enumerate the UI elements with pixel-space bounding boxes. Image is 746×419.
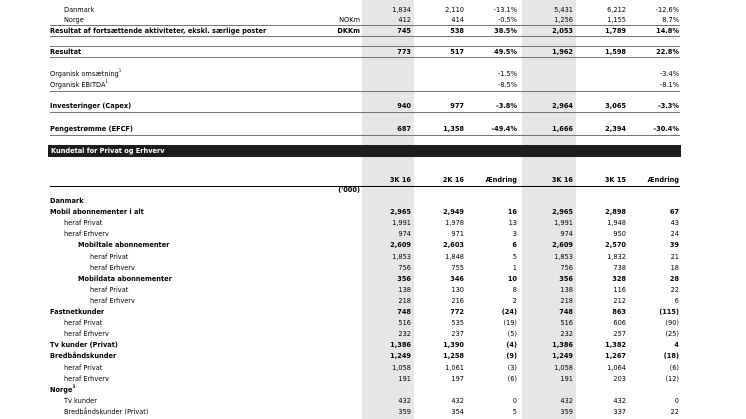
value-cell: 356 xyxy=(397,274,411,283)
value-cell: 971 xyxy=(451,230,464,239)
value-cell: 39 xyxy=(669,241,679,250)
row-label-text: Pengestrømme (EFCF) xyxy=(50,125,133,133)
value-cell: 756 xyxy=(560,263,573,272)
value-cell: 1,061 xyxy=(445,363,464,372)
value-cell: 67 xyxy=(669,208,679,217)
row-label xyxy=(64,396,97,406)
value-cell: 0 xyxy=(512,396,517,405)
value-cell: 8.7% xyxy=(662,16,679,24)
financial-row xyxy=(0,47,746,57)
value-cell: 138 xyxy=(560,285,573,294)
customer-row xyxy=(0,340,746,350)
customer-row xyxy=(0,207,746,217)
value-cell: 1,991 xyxy=(554,219,573,228)
row-label xyxy=(50,26,266,36)
value-cell: 38.5% xyxy=(494,27,517,35)
row-label-text: Tv kunder (Privat) xyxy=(50,341,118,350)
value-cell: 1,386 xyxy=(390,341,411,350)
financial-row xyxy=(0,80,746,90)
value-cell: 977 xyxy=(450,102,464,110)
value-cell: 1,358 xyxy=(443,125,464,133)
value-cell: 1,832 xyxy=(607,252,626,261)
row-label-text: Bredbåndskunder xyxy=(50,352,117,361)
value-cell: 687 xyxy=(397,125,411,133)
value-cell: (19) xyxy=(503,319,517,328)
customer-row xyxy=(0,307,746,317)
value-cell: 1,666 xyxy=(552,125,573,133)
value-cell: 432 xyxy=(451,396,464,405)
unit-row xyxy=(0,185,746,195)
value-cell: 2,965 xyxy=(552,208,573,217)
row-label xyxy=(50,340,118,350)
value-cell: 1,948 xyxy=(607,219,626,228)
row-unit: DKKm xyxy=(337,27,360,35)
row-label-text: heraf Privat xyxy=(64,363,103,372)
value-cell: 237 xyxy=(451,330,464,339)
value-cell: 5 xyxy=(512,252,517,261)
financial-row xyxy=(0,69,746,79)
row-label xyxy=(78,274,172,284)
row-label-text: heraf Erhverv xyxy=(64,330,109,339)
row-label xyxy=(78,240,169,250)
value-cell: 203 xyxy=(613,374,626,383)
customer-row xyxy=(0,263,746,273)
value-cell: 1,382 xyxy=(605,341,626,350)
value-cell: 1,256 xyxy=(554,16,573,24)
row-label xyxy=(50,307,104,317)
financial-row xyxy=(0,101,746,111)
value-cell: 516 xyxy=(398,319,411,328)
value-cell: 1,058 xyxy=(554,363,573,372)
value-cell: 0 xyxy=(674,396,679,405)
row-label xyxy=(64,318,102,328)
value-cell: 1,848 xyxy=(445,252,464,261)
column-header: 3K 16 xyxy=(389,176,411,184)
value-cell: 356 xyxy=(559,274,573,283)
row-label-text: Investeringer (Capex) xyxy=(50,102,132,110)
value-cell: (115) xyxy=(659,308,679,316)
value-cell: (5) xyxy=(507,330,517,339)
row-label-text: Resultat af fortsættende aktiviteter, ekskl. særlige poster xyxy=(50,27,267,35)
row-label xyxy=(64,329,109,339)
value-cell: 772 xyxy=(450,308,464,316)
customer-row xyxy=(0,407,746,417)
value-cell: 756 xyxy=(398,263,411,272)
value-cell: 4 xyxy=(674,341,679,350)
value-cell: 2,110 xyxy=(445,6,464,14)
divider xyxy=(50,36,680,37)
row-label xyxy=(64,218,102,228)
customer-row xyxy=(0,240,746,250)
value-cell: 414 xyxy=(451,16,464,24)
row-label-text: Organisk EBITDA xyxy=(50,81,106,89)
value-cell: (6) xyxy=(669,363,679,372)
financial-row xyxy=(0,5,746,15)
value-cell: 1,267 xyxy=(605,352,626,361)
column-header: Ændring xyxy=(647,176,679,184)
value-cell: 2,965 xyxy=(390,208,411,217)
value-cell: 2,898 xyxy=(605,208,626,217)
row-label xyxy=(50,69,121,79)
value-cell: 2,394 xyxy=(605,125,626,133)
value-cell: 337 xyxy=(613,407,626,416)
value-cell: 863 xyxy=(612,308,626,316)
row-label-text: heraf Privat xyxy=(90,252,129,261)
row-label-text: heraf Erhverv xyxy=(64,374,109,383)
value-cell: -0.5% xyxy=(497,16,517,24)
value-cell: 755 xyxy=(451,263,464,272)
value-cell: 3 xyxy=(512,230,517,239)
value-cell: 191 xyxy=(560,374,573,383)
value-cell: 197 xyxy=(451,374,464,383)
row-label-text: Danmark xyxy=(50,197,84,205)
row-label-text: Norge xyxy=(64,16,84,24)
value-cell: 432 xyxy=(560,396,573,405)
row-label xyxy=(64,363,102,373)
row-label-text: Mobiltale abonnementer xyxy=(78,241,170,250)
value-cell: -49.4% xyxy=(491,125,517,133)
value-cell: 232 xyxy=(560,330,573,339)
value-cell: 748 xyxy=(397,308,411,316)
financial-row xyxy=(0,26,746,36)
value-cell: -8.5% xyxy=(497,81,517,89)
value-cell: (18) xyxy=(663,352,679,361)
value-cell: (24) xyxy=(501,308,517,316)
value-cell: 2,609 xyxy=(390,241,411,250)
value-cell: 773 xyxy=(397,48,411,56)
value-cell: 538 xyxy=(450,27,464,35)
value-cell: 13 xyxy=(508,219,517,228)
row-label-text: heraf Privat xyxy=(90,285,129,294)
row-label-text: heraf Privat xyxy=(64,219,103,228)
value-cell: 10 xyxy=(507,274,517,283)
value-cell: 6 xyxy=(512,241,517,250)
value-cell: 22.8% xyxy=(656,48,679,56)
value-cell: 432 xyxy=(398,396,411,405)
customer-row xyxy=(0,385,746,395)
value-cell: 43 xyxy=(670,219,679,228)
value-cell: 130 xyxy=(451,285,464,294)
value-cell: (12) xyxy=(665,374,679,383)
value-cell: 1,386 xyxy=(552,341,573,350)
section-header-bar xyxy=(48,145,681,157)
divider xyxy=(50,46,680,47)
footnote-marker: 3 xyxy=(72,383,76,389)
value-cell: 21 xyxy=(670,252,679,261)
row-label xyxy=(64,15,84,25)
value-cell: 1,598 xyxy=(605,48,626,56)
value-cell: 517 xyxy=(450,48,464,56)
value-cell: 2,964 xyxy=(552,102,573,110)
financial-row xyxy=(0,15,746,25)
value-cell: 1,962 xyxy=(552,48,573,56)
value-cell: 1,064 xyxy=(607,363,626,372)
value-cell: -8.1% xyxy=(659,81,679,89)
value-cell: 516 xyxy=(560,319,573,328)
value-cell: 191 xyxy=(398,374,411,383)
value-cell: 535 xyxy=(451,319,464,328)
value-cell: 1,978 xyxy=(445,219,464,228)
value-cell: -3.4% xyxy=(659,70,679,78)
value-cell: 1,853 xyxy=(392,252,411,261)
row-label-text: Bredbåndskunder (Privat) xyxy=(64,407,149,416)
value-cell: 1,853 xyxy=(554,252,573,261)
row-label-text: Organisk omsætning xyxy=(50,70,119,78)
row-label-text: Mobil abonnementer i alt xyxy=(50,208,144,217)
value-cell: -3.8% xyxy=(495,102,517,110)
value-cell: -3.3% xyxy=(657,102,679,110)
row-label xyxy=(50,124,133,134)
value-cell: 2,603 xyxy=(443,241,464,250)
row-label xyxy=(50,101,131,111)
footnote-marker: 1 xyxy=(118,68,122,73)
value-cell: 6,212 xyxy=(607,6,626,14)
value-cell: 2,053 xyxy=(552,27,573,35)
customer-row xyxy=(0,196,746,206)
value-cell: (25) xyxy=(665,330,679,339)
value-cell: 974 xyxy=(560,230,573,239)
value-cell: -12.6% xyxy=(655,6,679,14)
value-cell: 18 xyxy=(670,263,679,272)
row-label xyxy=(90,296,135,306)
value-cell: 974 xyxy=(398,230,411,239)
value-cell: 1,991 xyxy=(392,219,411,228)
divider xyxy=(50,135,680,136)
value-cell: 5 xyxy=(512,407,517,416)
row-label-text: Fastnetkunder xyxy=(50,308,105,316)
column-header: 3K 16 xyxy=(551,176,573,184)
value-cell: 138 xyxy=(398,285,411,294)
value-cell: 1,249 xyxy=(552,352,573,361)
customer-row xyxy=(0,374,746,384)
value-cell: 2,609 xyxy=(552,241,573,250)
value-cell: 745 xyxy=(397,27,411,35)
row-label xyxy=(50,207,144,217)
value-cell: 24 xyxy=(670,230,679,239)
value-cell: 1,058 xyxy=(392,363,411,372)
row-label-text: Mobildata abonnementer xyxy=(78,274,172,283)
value-cell: 257 xyxy=(613,330,626,339)
row-label-text: Tv kunder xyxy=(64,396,97,405)
value-cell: (6) xyxy=(507,374,517,383)
divider xyxy=(50,112,680,113)
unit-label: ('000) xyxy=(338,186,360,194)
value-cell: 346 xyxy=(450,274,464,283)
customer-row xyxy=(0,296,746,306)
customer-row xyxy=(0,218,746,228)
value-cell: 49.5% xyxy=(494,48,517,56)
row-label xyxy=(90,252,128,262)
row-label-text: heraf Privat xyxy=(64,319,103,328)
value-cell: 232 xyxy=(398,330,411,339)
customer-row xyxy=(0,229,746,239)
value-cell: 412 xyxy=(398,16,411,24)
value-cell: 22 xyxy=(670,407,679,416)
row-label xyxy=(50,196,84,206)
row-unit: NOKm xyxy=(339,16,360,24)
value-cell: 354 xyxy=(451,407,464,416)
row-label xyxy=(50,351,116,361)
row-label xyxy=(50,47,81,57)
value-cell: 1,789 xyxy=(605,27,626,35)
row-label xyxy=(64,5,94,15)
financial-row xyxy=(0,124,746,134)
value-cell: 432 xyxy=(613,396,626,405)
column-header: 3K 15 xyxy=(604,176,626,184)
value-cell: 606 xyxy=(613,319,626,328)
divider xyxy=(50,57,680,58)
row-label xyxy=(90,263,135,273)
customer-row xyxy=(0,274,746,284)
value-cell: 328 xyxy=(612,274,626,283)
customer-row xyxy=(0,351,746,361)
value-cell: (3) xyxy=(507,363,517,372)
divider xyxy=(50,25,680,26)
value-cell: 1,390 xyxy=(443,341,464,350)
value-cell: -30.4% xyxy=(653,125,679,133)
value-cell: 212 xyxy=(613,296,626,305)
section-title: Kundetal for Privat og Erhverv xyxy=(51,147,165,155)
row-label xyxy=(50,80,108,90)
row-label-text: Resultat xyxy=(50,48,82,56)
customer-row xyxy=(0,318,746,328)
value-cell: (90) xyxy=(665,319,679,328)
customer-row xyxy=(0,329,746,339)
value-cell: 6 xyxy=(674,296,679,305)
row-label xyxy=(64,407,148,417)
value-cell: 8 xyxy=(512,285,517,294)
value-cell: 1,258 xyxy=(443,352,464,361)
customer-row xyxy=(0,363,746,373)
row-label xyxy=(50,385,75,395)
column-header-row xyxy=(0,175,746,185)
row-label-text: heraf Erhverv xyxy=(90,296,135,305)
value-cell: 5,431 xyxy=(554,6,573,14)
value-cell: 218 xyxy=(398,296,411,305)
value-cell: 218 xyxy=(560,296,573,305)
row-label-text: Danmark xyxy=(64,6,95,14)
row-label xyxy=(90,285,128,295)
value-cell: 14.8% xyxy=(656,27,679,35)
value-cell: -1.5% xyxy=(497,70,517,78)
row-label-text: heraf Erhverv xyxy=(64,230,109,239)
footnote-marker: 1 xyxy=(105,79,109,84)
value-cell: 2,949 xyxy=(443,208,464,217)
row-label xyxy=(64,229,109,239)
customer-row xyxy=(0,285,746,295)
value-cell: 2,570 xyxy=(605,241,626,250)
value-cell: 748 xyxy=(559,308,573,316)
divider xyxy=(50,91,680,92)
value-cell: 16 xyxy=(507,208,517,217)
row-label-text: Norge xyxy=(50,385,73,394)
column-header: 2K 16 xyxy=(442,176,464,184)
value-cell: 216 xyxy=(451,296,464,305)
value-cell: (4) xyxy=(506,341,517,350)
value-cell: 116 xyxy=(613,285,626,294)
value-cell: 1,155 xyxy=(607,16,626,24)
value-cell: 3,065 xyxy=(605,102,626,110)
value-cell: 950 xyxy=(613,230,626,239)
row-label xyxy=(64,374,109,384)
value-cell: 1,249 xyxy=(390,352,411,361)
value-cell: 359 xyxy=(560,407,573,416)
value-cell: 22 xyxy=(670,285,679,294)
value-cell: 28 xyxy=(669,274,679,283)
value-cell: 359 xyxy=(398,407,411,416)
value-cell: 1 xyxy=(512,263,517,272)
value-cell: -13.1% xyxy=(493,6,517,14)
value-cell: 1,834 xyxy=(392,6,411,14)
row-label-text: heraf Erhverv xyxy=(90,263,135,272)
value-cell: (9) xyxy=(506,352,517,361)
customer-row xyxy=(0,396,746,406)
customer-row xyxy=(0,252,746,262)
value-cell: 940 xyxy=(397,102,411,110)
value-cell: 738 xyxy=(613,263,626,272)
value-cell: 2 xyxy=(512,296,517,305)
column-header: Ændring xyxy=(485,176,517,184)
